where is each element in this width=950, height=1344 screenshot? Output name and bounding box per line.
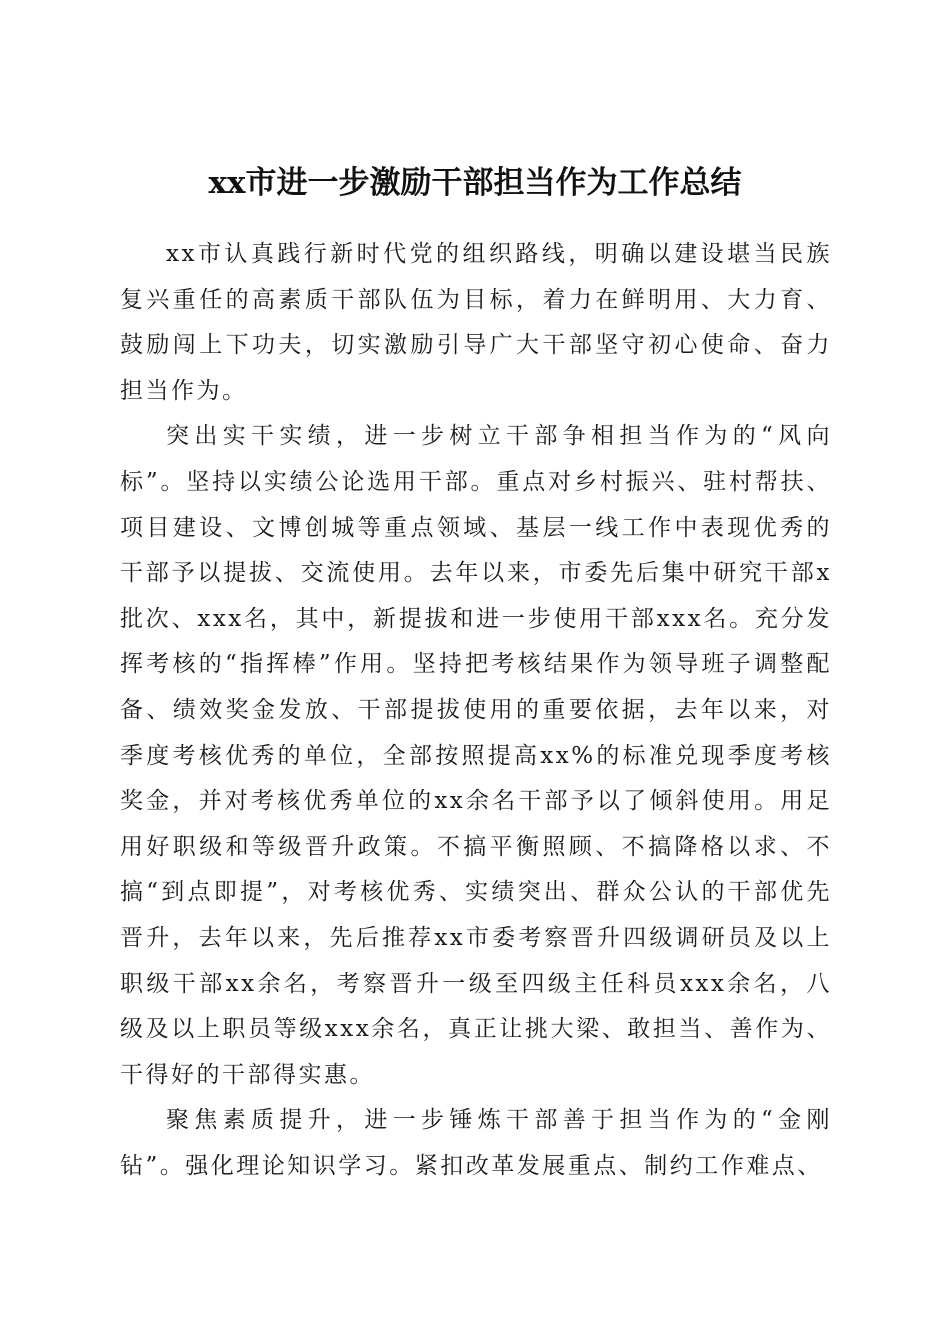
document-body (120, 232, 832, 1189)
paragraph-performance: 突出实干实绩，进一步树立干部争相担当作为的“风向标”。坚持以实绩公论选用干部。重点对乡村振兴、驻村帮扶、项目建设、文博创城等重点领域、基层一线工作中表现优秀的干部予以提拔、交流使用。去年以来，市委先后集中研究干部x批次、xxx名，其中，新提拔和进一步使用干部xxx名。充分发挥考核的“指挥棒”作用。坚持把考核结果作为领导班子调整配备、绩效奖金发放、干部提拔使用的重要依据，去年以来，对季度考核优秀的单位，全部按照提高xx%的标准兑现季度考核奖金，并对考核优秀单位的xx余名干部予以了倾斜使用。用足用好职级和等级晋升政策。不搞平衡照顾、不搞降格以求、不搞“到点即提”，对考核优秀、实绩突出、群众公认的干部优先晋升，去年以来，先后推荐xx市委考察晋升四级调研员及以上职级干部xx余名，考察晋升一级至四级主任科员xxx余名，八级及以上职员等级xxx余名，真正让挑大梁、敢担当、善作为、干得好的干部得实惠。 (120, 423, 832, 1088)
paragraph-intro: xx市认真践行新时代党的组织路线，明确以建设堪当民族复兴重任的高素质干部队伍为目标，着力在鲜明用、大力育、鼓励闯上下功夫，切实激励引导广大干部坚守初心使命、奋力担当作为。 (120, 241, 832, 404)
paragraph-quality: 聚焦素质提升，进一步锤炼干部善于担当作为的“金刚钻”。强化理论知识学习。紧扣改革发展重点、制约工作难点、 (120, 1107, 832, 1179)
document-title: xx市进一步激励干部担当作为工作总结 (208, 164, 742, 201)
